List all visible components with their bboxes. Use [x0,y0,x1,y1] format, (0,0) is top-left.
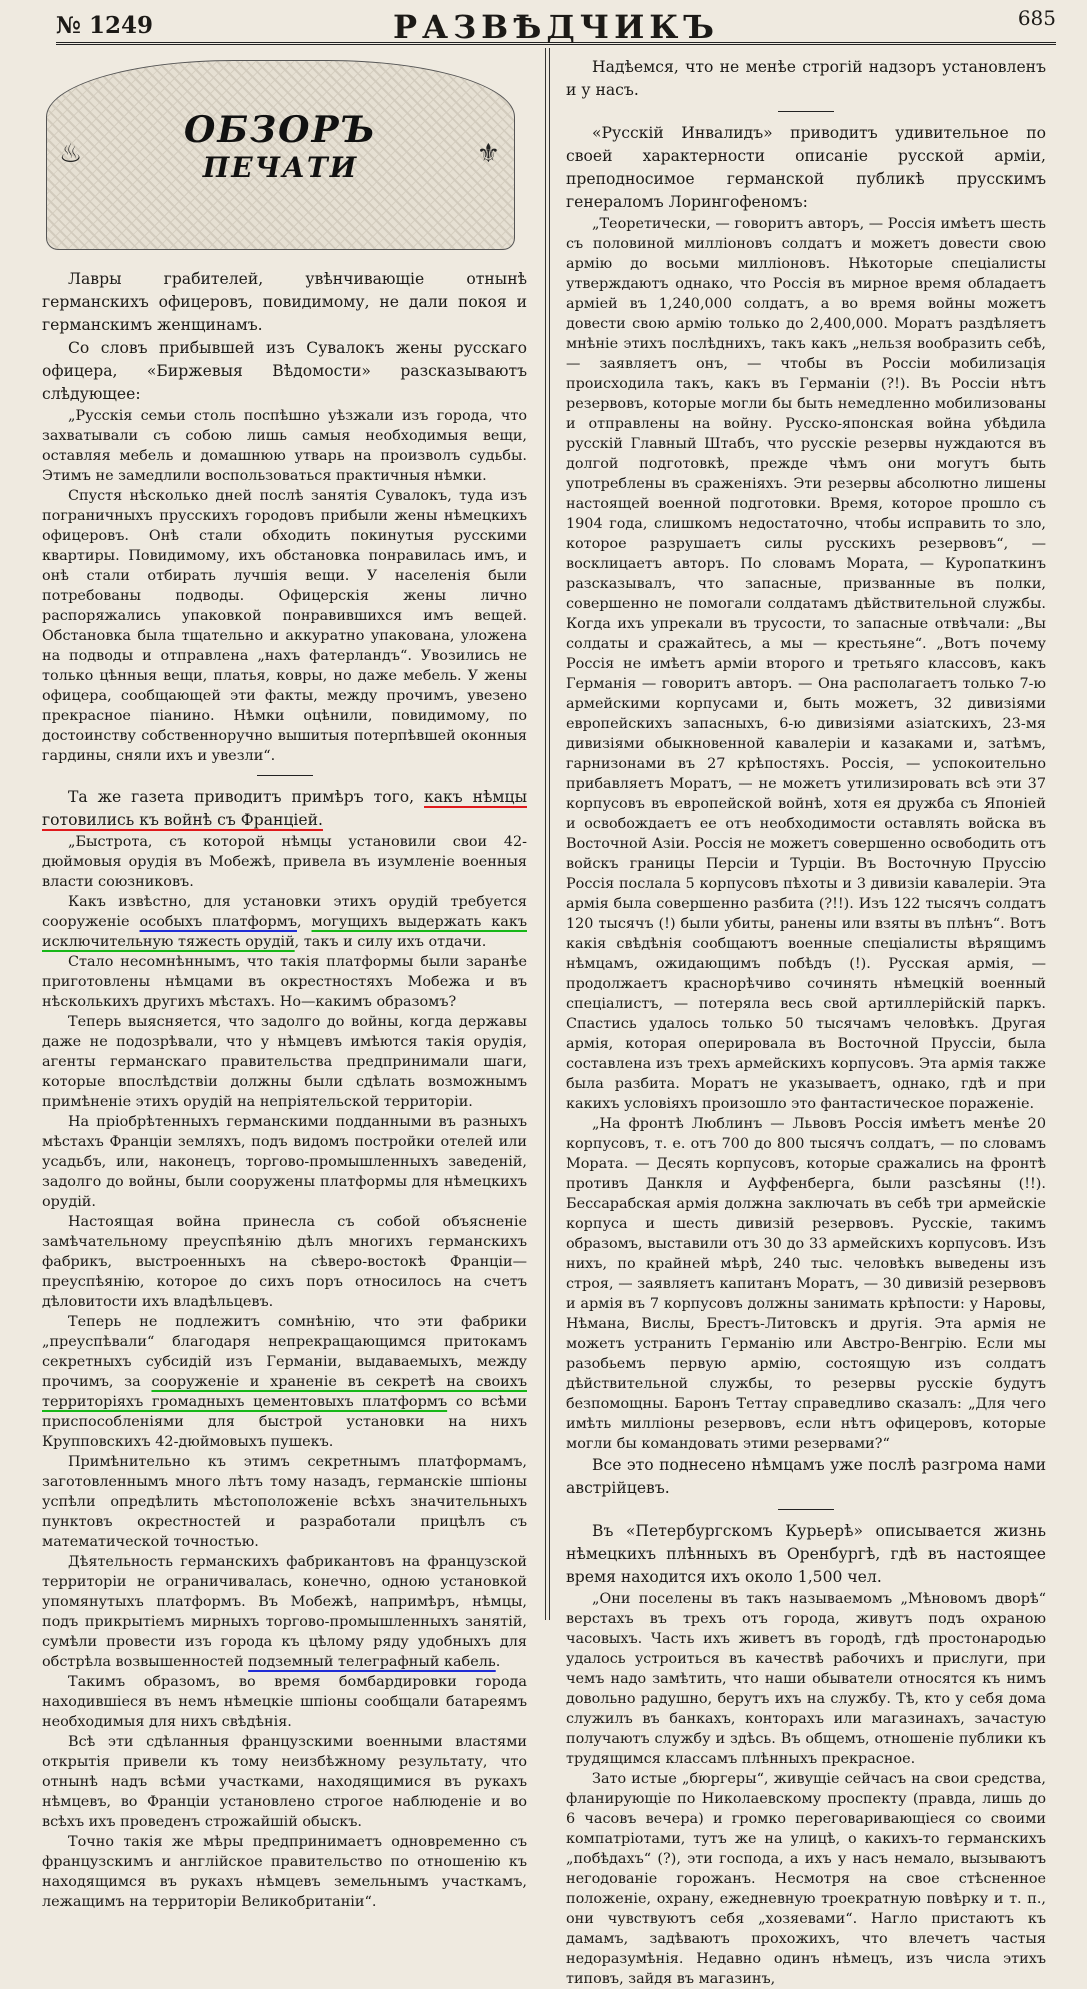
paragraph [42,786,527,832]
left-column [42,56,527,1910]
quote-paragraph: „Быстрота, съ которой нѣмцы установили свои 42-дюймовыя орудія въ Мобежѣ, привела въ изумленіе военныя власти союзниковъ. [42,834,527,890]
quote-paragraph: Примѣнительно къ этимъ секретнымъ платформамъ, заготовленнымъ много лѣтъ тому назадъ, германскіе шпіоны успѣли опредѣлить мѣстоположеніе всѣхъ значительныхъ пунктовъ окрестностей и разработали прицѣлъ съ математической точностью. [42,1454,527,1550]
green-underlined-phrase: могущихъ выдержать какъ исключительную тяжесть орудій [42,914,527,950]
text-run: Теперь не подлежитъ сомнѣнію, что эти фабрики „преуспѣвали“ благодаря непрекращающимся притокамъ секретныхъ субсидій изъ Германіи, выдаваемыхъ, между прочимъ, за [42,1314,527,1390]
quote-paragraph: Спустя нѣсколько дней послѣ занятія Сувалокъ, туда изъ пограничныхъ прусскихъ городовъ прибыли жены нѣмецкихъ офицеровъ. Онѣ стали обходить покинутыя русскими квартиры. Повидимому, ихъ обстановка понравилась имъ, и онѣ стали отбирать лучшія вещи. У населенія были потребованы подводы. Офицерскія жены лично распоряжались упаковкой понравившихся имъ вещей. Обстановка была тщательно и аккуратно упакована, уложена на подводы и отправлена „нахъ фатерландъ“. Увозились не только цѣнныя вещи, платья, ковры, но даже мебель. У жены офицера, сообщающей эти факты, между прочимъ, увезено прекрасное піанино. Нѣмки оцѣнили, повидимому, по достоинству собственноручно вышитыя потерпѣвшей оконныя гардины, сняли ихъ и увезли“. [42,488,527,764]
quote-paragraph: Всѣ эти сдѣланныя французскими военными властями открытія привели къ тому неизбѣжному результату, что отнынѣ надъ всѣми участками, находящимися въ рукахъ нѣмцевъ, во Франціи установлено строгое наблюденіе и во всѣхъ ихъ проведенъ строжайшій обыскъ. [42,1734,527,1830]
paragraph: Въ «Петербургскомъ Курьерѣ» описывается жизнь нѣмецкихъ плѣнныхъ въ Оренбургѣ, гдѣ въ настоящее время находится ихъ около 1,500 чел. [566,1522,1046,1586]
text-run: со всѣми приспособленіями для быстрой установки на нихъ Крупповскихъ 42-дюймовыхъ пушекъ. [42,1394,527,1450]
paragraph: «Русскій Инвалидъ» приводитъ удивительное по своей характерности описаніе русской арміи, преподносимое германской публикѣ прусскимъ генераломъ Лорингофеномъ: [566,124,1046,211]
quote-paragraph: Зато истые „бюргеры“, живущіе сейчасъ на свои средства, фланирующіе по Николаевскому проспекту (правда, лишь до 6 часовъ вечера) и громко переговаривающіеся со своими компатріотами, тутъ же на улицѣ, о какихъ-то германскихъ „побѣдахъ“ (?), эти господа, а ихъ у насъ немало, вызываютъ негодованіе горожанъ. Несмотря на свое стѣсненное положеніе, охрану, ежедневную троекратную повѣрку и т. п., они чувствуютъ себя „хозяевами“. Нагло пристаютъ къ дамамъ, задѣваютъ прохожихъ, что влечетъ частыя недоразумѣнія. Недавно одинъ нѣмецъ, изъ числа этихъ типовъ, зайдя въ магазинъ, [566,1771,1046,1987]
paragraph: Все это поднесено нѣмцамъ уже послѣ разгрома нами австрійцевъ. [566,1456,1046,1497]
column-divider [545,48,550,1620]
quote-paragraph: „Теоретически, — говоритъ авторъ, — Россія имѣетъ шесть съ половиной милліоновъ солдатъ и можетъ довести свою армію до восьми милліоновъ. Нѣкоторые спеціалисты утверждаютъ однако, что Россія въ мирное время обладаетъ арміей въ 1,240,000 солдатъ, а во время войны можетъ довести свою армію только до 2,400,000. Моратъ раздѣляетъ мнѣніе этихъ послѣднихъ, такъ какъ „нельзя вообразить себѣ, — заявляетъ онъ, — чтобы въ Россіи мобилизація происходила такъ, какъ въ Германіи (?!). Въ Россіи нѣтъ резервовъ, которые могли бы быть немедленно мобилизованы и отправлены на войну. Русско-японская война убѣдила русскій Главный Штабъ, что русскіе резервы нуждаются въ долгой подготовкѣ, прежде чѣмъ они могутъ быть употреблены въ сраженіяхъ. Эти резервы абсолютно лишены настоящей военной подготовки. Время, которое прошло съ 1904 года, слишкомъ недостаточно, чтобы исправить то зло, которое разрушаетъ силы русскихъ резервовъ“, — восклицаетъ авторъ. По словамъ Мората, — Куропаткинъ разсказывалъ, что запасные, призванные въ полки, совершенно не помогали солдатамъ дѣйствительной службы. Когда ихъ упрекали въ трусости, то запасные отвѣчали: „Вы солдаты и сражайтесь, а мы — крестьяне“. „Вотъ почему Россія не имѣетъ арміи второго и третьяго классовъ, какъ Германія — говоритъ авторъ. — Она располагаетъ только 7-ю армейскими корпусами и, быть можетъ, 32 дивизіями европейскихъ запасныхъ, 6-ю дивизіями азіатскихъ, 23-мя дивизіями обыкновенной кавалеріи и казаками и, затѣмъ, гарнизонами въ 27 крѣпостяхъ. Россія, — успокоительно прибавляетъ Моратъ, — не можетъ утилизировать всѣ эти 37 корпусовъ въ европейской войнѣ, хотя ея дружба съ Японіей и освобождаетъ ее отъ необходимости оставлять войска въ Восточной Азіи. Россія не можетъ совершенно освободить отъ войскъ границы Персіи и Турціи. Въ Восточную Пруссію Россія послала 5 корпусовъ пѣхоты и 3 дивизіи кавалеріи. Эта армія была совершенно разбита (?!!). Изъ 122 тысячъ солдатъ 120 тысячъ (!) были убиты, ранены или взяты въ плѣнъ“. Вотъ какія свѣдѣнія сообщаютъ военные спеціалисты вѣрящимъ нѣмцамъ, ожидающимъ побѣдъ (!). Русская армія, — продолжаетъ краснорѣчиво сочинять нѣмецкій военный спеціалистъ, — потеряла весь свой артиллерійскій паркъ. Спастись удалось только 50 тысячамъ человѣкъ. Другая армія, которая оперировала въ Восточной Пруссіи, была составлена изъ трехъ армейскихъ корпусовъ. Эта армія также была разбита. Моратъ не указываетъ, однако, гдѣ и при какихъ условіяхъ произошло это фантастическое пораженіе. [566,216,1046,1112]
quote-paragraph [42,1312,527,1452]
text-run: , такъ и силу ихъ отдачи. [294,934,487,950]
quote-paragraph: Такимъ образомъ, во время бомбардировки города находившіеся въ немъ нѣмецкіе шпіоны сообщали батареямъ необходимыя для нихъ свѣдѣнія. [42,1674,527,1730]
paragraph: Лавры грабителей, увѣнчивающіе отнынѣ германскихъ офицеровъ, повидимому, не дали покоя и германскимъ женщинамъ. [42,270,527,334]
torch-icon: ♨ [59,139,83,169]
masthead-title [47,109,514,184]
paragraph: Надѣемся, что не менѣе строгій надзоръ установленъ и у насъ. [566,58,1046,99]
quote-paragraph: „Они поселены въ такъ называемомъ „Мѣновомъ дворѣ“ верстахъ въ трехъ отъ города, живутъ подъ охраною часовыхъ. Часть ихъ живетъ въ городѣ, гдѣ простонародью удалось устроиться въ качествѣ рабочихъ и прислуги, при чемъ надо замѣтить, что наши обыватели относятся къ нимъ довольно радушно, берутъ ихъ на службу. Тѣ, кто у себя дома служилъ въ банкахъ, конторахъ или магазинахъ, зачастую получаютъ службу и здѣсь. Въ общемъ, отношеніе публики къ трудящимся классамъ плѣнныхъ прекрасное. [566,1591,1046,1767]
newspaper-title: РАЗВѢДЧИКЪ [392,8,720,46]
issue-number: № 1249 [56,12,154,39]
page-number: 685 [1017,6,1056,30]
text-run: Какъ извѣстно, для установки этихъ орудій требуется сооруженіе [42,894,527,930]
page-header [56,6,1056,45]
green-underlined-phrase: сооруженіе и храненіе въ секретѣ на своихъ территоріяхъ громадныхъ цементовыхъ платформъ [42,1374,527,1410]
section-masthead [46,60,515,250]
masthead-line-2: ПЕЧАТИ [202,151,359,184]
text-run: Та же газета приводитъ примѣръ того, [68,788,425,806]
masthead-line-1: ОБЗОРЪ [184,109,377,151]
quote-paragraph: Настоящая война принесла съ собой объясненіе замѣчательному преуспѣянію дѣлъ многихъ германскихъ фабрикъ, выстроенныхъ на сѣверо-востокѣ Франціи—преуспѣянію, которое до сихъ поръ относилось на счетъ дѣловитости ихъ владѣльцевъ. [42,1214,527,1310]
separator-rule [778,1509,834,1510]
text-run: . [495,1654,501,1670]
right-column [566,56,1046,1987]
quote-paragraph [42,892,527,952]
quote-paragraph [42,1552,527,1672]
quote-paragraph: „На фронтѣ Люблинъ — Львовъ Россія имѣетъ менѣе 20 корпусовъ, т. е. отъ 700 до 800 тысячъ солдатъ, — по словамъ Мората. — Десять корпусовъ, которые сражались на фронтѣ противъ Данкля и Ауффенберга, были разсѣяны (!!). Бессарабская армія должна заключать въ себѣ три армейскіе корпуса и шесть дивизій резервовъ. Русскіе, такимъ образомъ, выставили отъ 30 до 33 армейскихъ корпусовъ. Изъ нихъ, по крайней мѣрѣ, 240 тыс. человѣкъ выведены изъ строя, — заявляетъ капитанъ Моратъ, — 30 дивизій резервовъ и армія въ 7 корпусовъ должны занимать крѣпости: у Наровы, Нѣмана, Вислы, Брестъ-Литовскъ и другія. Эта армія не можетъ устранить Германію или Австро-Венгрію. Если мы разобьемъ первую армію, состоящую изъ солдатъ дѣйствительной службы, то резервы русскіе будутъ безпомощны. Баронъ Теттау справедливо сказалъ: „Для чего имѣть милліоны резервовъ, если нѣтъ офицеровъ, которые могли бы командовать этими резервами?“ [566,1116,1046,1452]
paragraph: Со словъ прибывшей изъ Сувалокъ жены русскаго офицера, «Биржевыя Вѣдомости» разсказываютъ слѣдующее: [42,339,527,403]
separator-rule [778,111,834,112]
quote-paragraph: Стало несомнѣннымъ, что такія платформы были заранѣе приготовлены нѣмцами въ окрестностяхъ Мобежа и въ нѣсколькихъ другихъ мѣстахъ. Но—какимъ образомъ? [42,954,527,1010]
separator-rule [257,775,313,776]
quote-paragraph: „Русскія семьи столь поспѣшно уѣзжали изъ города, что захватывали съ собою лишь самыя необходимыя вещи, оставляя мебель и домашнюю утварь на произволъ судьбы. Этимъ не замедлили воспользоваться практичныя нѣмки. [42,408,527,484]
lantern-icon: ⚜ [476,139,500,169]
blue-underlined-phrase: подземный телеграфный кабель [248,1654,496,1670]
text-run: Дѣятельность германскихъ фабрикантовъ на французской территоріи не ограничивалась, конечно, одною установкой упомянутыхъ платформъ. Въ Мобежѣ, напримѣръ, нѣмцы, подъ прикрытіемъ мирныхъ торгово-промышленныхъ занятій, сумѣли провести изъ города къ цѣлому ряду удобныхъ для обстрѣла возвышенностей [42,1554,527,1670]
text-run: , [296,914,312,930]
quote-paragraph: Теперь выясняется, что задолго до войны, когда державы даже не подозрѣвали, что у нѣмцевъ имѣются такія орудія, агенты германскаго правительства предпринимали шаги, которые впослѣдствіи должны были сдѣлать возможнымъ примѣненіе этихъ орудій на непріятельской территоріи. [42,1014,527,1110]
quote-paragraph: На пріобрѣтенныхъ германскими подданными въ разныхъ мѣстахъ Франціи земляхъ, подъ видомъ постройки отелей или усадьбъ, или, наконецъ, торгово-промышленныхъ заведеній, задолго до войны, были сооружены платформы для нѣмецкихъ орудій. [42,1114,527,1210]
blue-underlined-phrase: особыхъ платформъ [139,914,297,930]
red-underlined-phrase: какъ нѣмцы готовились къ войнѣ съ Франціей. [42,788,527,829]
quote-paragraph: Точно такія же мѣры предпринимаетъ одновременно съ французскимъ и англійское правительство по отношенію къ находящимся въ рукахъ нѣмцевъ земельнымъ участкамъ, лежащимъ на территоріи Великобританіи“. [42,1834,527,1910]
